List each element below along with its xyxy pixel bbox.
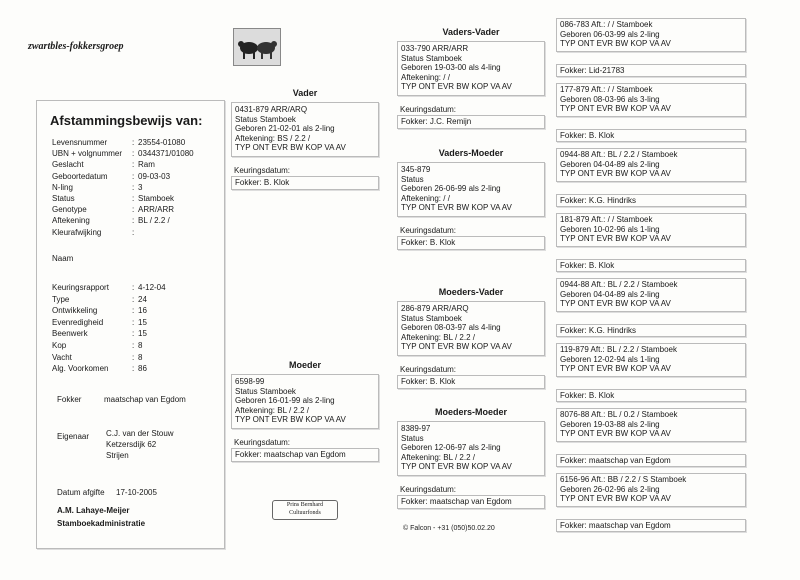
card-moeder [231, 360, 379, 462]
card-title: Moeders-Vader [438, 287, 504, 297]
card-line: 345-879 [401, 165, 431, 174]
ancestor-id: 0944-88 Aft.: BL / 2.2 / Stamboek [560, 280, 678, 289]
card-fokker: Fokker: B. Klok [397, 375, 545, 389]
card-keuring: Keuringsdatum: [234, 437, 291, 447]
ancestor-fokker: Fokker: K.G. Hindriks [556, 194, 746, 208]
card-title: Moeder [288, 360, 321, 370]
ancestor-born: Geboren 04-04-89 als 2-ling [560, 289, 660, 299]
field-colon: : [132, 149, 135, 159]
field-colon: : [132, 329, 135, 339]
field-label: Levensnummer [52, 138, 108, 147]
field-label: Keuringsrapport [52, 283, 109, 292]
ancestor-scores: TYP ONT EVR BW KOP VA AV [560, 39, 671, 48]
ancestor-born: Geboren 26-02-96 als 2-ling [560, 484, 660, 494]
ancestor-fokker: Fokker: B. Klok [556, 389, 746, 403]
ancestor-entry [556, 343, 746, 402]
card-line: TYP ONT EVR BW KOP VA AV [401, 203, 512, 212]
field-label: Status [52, 194, 75, 203]
card-line: Aftekening: BL / 2.2 / [235, 405, 309, 415]
keuring-fields [52, 283, 222, 378]
ancestor-fokker: Fokker: maatschap van Egdom [556, 454, 746, 468]
field-row [52, 138, 222, 148]
eigenaar-line-1: C.J. van der Stouw [106, 429, 174, 438]
field-row [52, 205, 222, 215]
field-row [52, 283, 222, 293]
card-line: TYP ONT EVR BW KOP VA AV [235, 143, 346, 152]
card-body [397, 301, 545, 356]
card-line: Status Stamboek [401, 53, 462, 63]
card-body [397, 421, 545, 476]
ancestor-id: 181-879 Aft.: / / Stamboek [560, 215, 653, 224]
animal-fields [52, 138, 222, 248]
card-moeders-moeder [397, 407, 545, 509]
datum-value: 17-10-2005 [116, 488, 157, 497]
field-colon: : [132, 205, 135, 215]
card-line: Geboren 26-06-99 als 2-ling [401, 184, 501, 193]
card-line: 286-879 ARR/ARQ [401, 304, 469, 313]
field-row [52, 194, 222, 204]
sheep-logo [233, 28, 281, 66]
ancestor-entry [556, 213, 746, 272]
field-row [52, 295, 222, 305]
card-line: Geboren 16-01-99 als 2-ling [235, 396, 335, 405]
field-value: 86 [138, 364, 147, 374]
field-colon: : [132, 317, 135, 327]
card-keuring: Keuringsdatum: [234, 165, 291, 175]
footer-credit: © Falcon - +31 (050)50.02.20 [403, 525, 495, 532]
ancestor-born: Geboren 12-02-94 als 1-ling [560, 354, 660, 364]
card-line: Geboren 08-03-97 als 4-ling [401, 323, 501, 332]
brand-title: zwartbles-fokkersgroep [28, 41, 124, 52]
field-value: 15 [138, 317, 147, 327]
card-body [231, 374, 379, 429]
ancestor-box [556, 148, 746, 182]
eigenaar-line-2: Ketzersdijk 62 [106, 440, 157, 449]
ancestor-entry [556, 408, 746, 467]
naam-label: Naam [52, 254, 74, 263]
eigenaar-label: Eigenaar [57, 432, 90, 441]
card-line: TYP ONT EVR BW KOP VA AV [401, 462, 512, 471]
card-line: Aftekening: BL / 2.2 / [401, 452, 475, 462]
ancestor-born: Geboren 08-03-96 als 3-ling [560, 94, 660, 104]
card-vaders-moeder [397, 148, 545, 250]
card-line: 8389-97 [401, 424, 431, 433]
card-body [397, 41, 545, 96]
field-row [52, 341, 222, 351]
field-colon: : [132, 283, 135, 292]
field-value: 15 [138, 329, 147, 339]
ancestor-scores: TYP ONT EVR BW KOP VA AV [560, 299, 671, 308]
ancestor-box [556, 343, 746, 377]
field-label: Kop [52, 341, 67, 350]
ancestor-fokker: Fokker: maatschap van Egdom [556, 519, 746, 533]
card-line: Status [401, 174, 424, 184]
card-vaders-vader [397, 27, 545, 129]
card-line: TYP ONT EVR BW KOP VA AV [401, 82, 512, 91]
field-label: Beenwerk [52, 329, 88, 339]
field-row [52, 172, 222, 182]
card-fokker: Fokker: maatschap van Egdom [231, 448, 379, 462]
fokker-value: maatschap van Egdom [104, 395, 186, 404]
card-line: Aftekening: / / [401, 72, 450, 82]
field-colon: : [132, 216, 135, 226]
card-vader [231, 88, 379, 190]
card-line: 0431-879 ARR/ARQ [235, 105, 308, 114]
ancestor-box [556, 278, 746, 312]
field-colon: : [132, 160, 135, 170]
card-line: 033-790 ARR/ARR [401, 44, 469, 53]
card-line: TYP ONT EVR BW KOP VA AV [235, 415, 346, 424]
ancestor-entry [556, 148, 746, 207]
card-line: Aftekening: BS / 2.2 / [235, 133, 311, 143]
ancestor-born: Geboren 06-03-99 als 2-ling [560, 29, 660, 39]
ancestor-entry [556, 473, 746, 532]
card-keuring: Keuringsdatum: [400, 104, 457, 114]
card-line: Geboren 19-03-00 als 4-ling [401, 63, 501, 72]
field-colon: : [132, 171, 135, 181]
field-label: Kleurafwijking [52, 227, 102, 237]
field-colon: : [132, 138, 135, 147]
ancestor-id: 177-879 Aft.: / / Stamboek [560, 85, 653, 94]
field-row [52, 183, 222, 193]
field-row [52, 329, 222, 339]
card-fokker: Fokker: maatschap van Egdom [397, 495, 545, 509]
datum-label: Datum afgifte [57, 488, 105, 497]
card-line: Status Stamboek [235, 386, 296, 396]
field-colon: : [132, 306, 135, 316]
card-keuring: Keuringsdatum: [400, 364, 457, 374]
ancestor-id: 8076-88 Aft.: BL / 0.2 / Stamboek [560, 410, 678, 419]
ancestor-box [556, 473, 746, 507]
ancestor-fokker: Fokker: B. Klok [556, 129, 746, 143]
field-value: 8 [138, 341, 143, 350]
ancestor-scores: TYP ONT EVR BW KOP VA AV [560, 104, 671, 113]
card-line: Aftekening: / / [401, 193, 450, 203]
card-line: Aftekening: BL / 2.2 / [401, 332, 475, 342]
field-row [52, 160, 222, 170]
field-value: 24 [138, 294, 147, 304]
cultuurfonds-stamp [272, 500, 338, 520]
card-line: Status [401, 433, 424, 443]
field-label: Type [52, 294, 70, 304]
stamp-line-2: Cultuurfonds [289, 510, 321, 516]
certificate-title: Afstammingsbewijs van: [50, 113, 203, 128]
field-value: 16 [138, 306, 147, 316]
field-colon: : [132, 294, 135, 304]
field-label: Aftekening [52, 216, 90, 226]
ancestor-id: 119-879 Aft.: BL / 2.2 / Stamboek [560, 345, 677, 354]
card-title: Vader [292, 88, 318, 98]
field-value: 4-12-04 [138, 283, 166, 292]
card-fokker: Fokker: J.C. Remijn [397, 115, 545, 129]
ancestor-fokker: Fokker: B. Klok [556, 259, 746, 273]
card-moeders-vader [397, 287, 545, 389]
field-colon: : [132, 227, 135, 237]
field-colon: : [132, 352, 135, 362]
ancestor-box [556, 83, 746, 117]
field-colon: : [132, 364, 135, 374]
ancestor-scores: TYP ONT EVR BW KOP VA AV [560, 494, 671, 503]
ancestor-born: Geboren 04-04-89 als 2-ling [560, 159, 660, 169]
ancestor-box [556, 18, 746, 52]
card-fokker: Fokker: B. Klok [231, 176, 379, 190]
field-label: Geboortedatum [52, 171, 108, 181]
ancestor-entry [556, 278, 746, 337]
field-label: Geslacht [52, 160, 84, 170]
field-row [52, 216, 222, 226]
card-body [397, 162, 545, 217]
field-label: UBN + volgnummer [52, 149, 123, 159]
field-label: Alg. Voorkomen [52, 364, 109, 374]
card-line: Geboren 12-06-97 als 2-ling [401, 443, 501, 452]
ancestor-scores: TYP ONT EVR BW KOP VA AV [560, 169, 671, 178]
card-keuring: Keuringsdatum: [400, 484, 457, 494]
field-row [52, 228, 222, 238]
field-row [52, 353, 222, 363]
card-line: 6598-99 [235, 377, 265, 386]
field-value: ARR/ARR [138, 205, 175, 215]
field-colon: : [132, 182, 135, 192]
field-label: N-ling [52, 182, 73, 192]
field-colon: : [132, 341, 135, 350]
field-value: 3 [138, 182, 143, 192]
signer-name: A.M. Lahaye-Meijer [57, 506, 130, 515]
card-title: Moeders-Moeder [434, 407, 507, 417]
field-value: Ram [138, 160, 155, 170]
ancestor-id: 086-783 Aft.: / / Stamboek [560, 20, 653, 29]
field-label: Ontwikkeling [52, 306, 98, 316]
card-line: Status Stamboek [401, 313, 462, 323]
field-label: Evenredigheid [52, 317, 104, 327]
card-title: Vaders-Vader [442, 27, 500, 37]
ancestor-id: 6156-96 Aft.: BB / 2.2 / S Stamboek [560, 475, 687, 484]
field-colon: : [132, 194, 135, 203]
ancestor-fokker: Fokker: Lid-21783 [556, 64, 746, 78]
ancestor-box [556, 408, 746, 442]
card-line: Status Stamboek [235, 114, 296, 124]
ancestor-scores: TYP ONT EVR BW KOP VA AV [560, 364, 671, 373]
ancestor-entry [556, 83, 746, 142]
ancestor-scores: TYP ONT EVR BW KOP VA AV [560, 234, 671, 243]
field-label: Genotype [52, 205, 87, 215]
field-value: 8 [138, 352, 143, 362]
field-label: Vacht [52, 352, 72, 362]
card-title: Vaders-Moeder [438, 148, 504, 158]
field-value: Stamboek [138, 194, 175, 203]
field-row [52, 364, 222, 374]
ancestor-id: 0944-88 Aft.: BL / 2.2 / Stamboek [560, 150, 678, 159]
signer-role: Stamboekadministratie [57, 519, 146, 528]
field-value: BL / 2.2 / [138, 216, 170, 226]
ancestor-fokker: Fokker: K.G. Hindriks [556, 324, 746, 338]
fokker-label: Fokker [57, 395, 82, 404]
ancestor-born: Geboren 19-03-88 als 2-ling [560, 419, 660, 429]
ancestor-entry [556, 18, 746, 77]
card-line: TYP ONT EVR BW KOP VA AV [401, 342, 512, 351]
card-keuring: Keuringsdatum: [400, 225, 457, 235]
stamp-line-1: Prins Bernhard [286, 502, 324, 508]
field-value: 23554-01080 [138, 138, 186, 147]
field-row [52, 149, 222, 159]
grandparent-parents-column [556, 18, 746, 538]
ancestor-born: Geboren 10-02-96 als 1-ling [560, 224, 660, 234]
card-fokker: Fokker: B. Klok [397, 236, 545, 250]
card-line: Geboren 21-02-01 als 2-ling [235, 124, 335, 133]
field-value: 09-03-03 [138, 171, 171, 181]
field-row [52, 306, 222, 316]
card-body [231, 102, 379, 157]
field-value: 0344371/01080 [138, 149, 194, 159]
field-row [52, 318, 222, 328]
eigenaar-line-3: Strijen [106, 451, 129, 460]
ancestor-box [556, 213, 746, 247]
ancestor-scores: TYP ONT EVR BW KOP VA AV [560, 429, 671, 438]
